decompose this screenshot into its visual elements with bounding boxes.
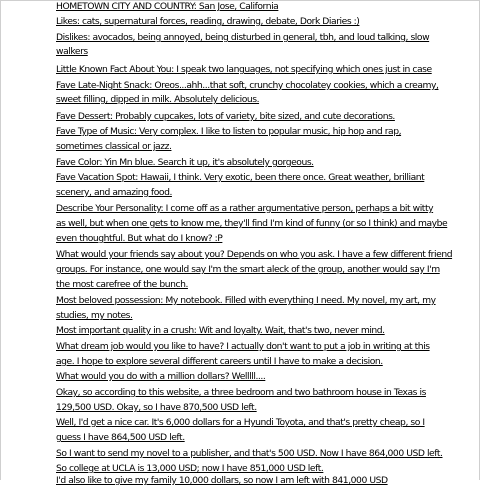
hometown-line: HOMETOWN CITY AND COUNTRY: San Jose, California [56,1,279,12]
possession-line-1: Most beloved possession: My notebook. Filled with everything I need. My novel, my art, my [56,295,436,306]
house-line-1: Okay, so according to this website, a three bedroom and two bathroom house in Texas is [56,387,426,398]
publisher-line: So I want to send my novel to a publisher, and that's 500 USD. Now I have 864,000 USD left. [56,448,443,459]
likes-line: Likes: cats, supernatural forces, reading, drawing, debate, Dork Diaries :) [56,16,360,27]
fave-music-line: Fave Type of Music: Very complex. I like to listen to popular music, hip hop and rap, [56,126,402,137]
crush-quality-line: Most important quality in a crush: Wit and loyalty. Wait, that's two, never mind. [56,325,385,336]
fave-color-line: Fave Color: Yin Mn blue. Search it up, it's absolutely gorgeous. [56,157,314,168]
friends-line-3: the most carefree of the bunch. [56,279,188,290]
fave-snack-line-cont: sweet filling, dipped in milk. Absolutely delicious. [56,94,260,105]
dislikes-line: Dislikes: avocados, being annoyed, being disturbed in general, tbh, and loud talking, slow [56,32,430,43]
friends-line-2: groups. For instance, one would say I'm the smart aleck of the group, another would say I'm [56,264,440,275]
dream-job-line-1: What dream job would you like to have? I actually don't want to put a job in writing at this [56,341,430,352]
fave-snack-line: Fave Late-Night Snack: Oreos...ahh...that soft, crunchy chocolatey cookies, which a creamy, [56,80,439,91]
friends-line-1: What would your friends say about you? Depends on who you ask. I have a few different friend [56,249,453,260]
family-line: I'd also like to give my family 10,000 dollars, so now I am left with 841,000 USD [56,475,388,486]
dream-job-line-2: age. I hope to explore several different careers until I have to make a decision. [56,356,383,367]
possession-line-2: studies, my notes. [56,310,133,321]
car-line-2: guess I have 864,500 USD left. [56,432,185,443]
college-line: So college at UCLA is 13,000 USD; now I have 851,000 USD left. [56,463,324,474]
dislikes-line-cont: walkers [56,46,88,57]
fave-vacation-line: Fave Vacation Spot: Hawaii, I think. Very exotic, been there once. Great weather, brilliant [56,172,425,183]
fave-vacation-line-cont: scenery, and amazing food. [56,187,172,198]
page-border-left [0,0,1,480]
house-line-2: 129,500 USD. Okay, so I have 870,500 USD left. [56,402,257,413]
fave-music-line-cont: sometimes classical or jazz. [56,141,172,152]
personality-line-1: Describe Your Personality: I come off as a rather argumentative person, perhaps a bit witty [56,203,434,214]
million-dollars-line: What would you do with a million dollars? Welllll.... [56,371,266,382]
personality-line-2: as well, but when one gets to know me, they'll find I'm kind of funny (or so I think) and maybe [56,218,448,229]
little-known-fact-line: Little Known Fact About You: I speak two languages, not specifying which ones just in case [56,64,432,75]
car-line-1: Well, I'd get a nice car. It's 6,000 dollars for a Hyundi Toyota, and that's pretty cheap, so I [56,417,425,428]
personality-line-3: even thoughtful. But what do I know? :P [56,233,223,244]
fave-dessert-line: Fave Dessert: Probably cupcakes, lots of variety, bite sized, and cute decorations. [56,111,395,122]
